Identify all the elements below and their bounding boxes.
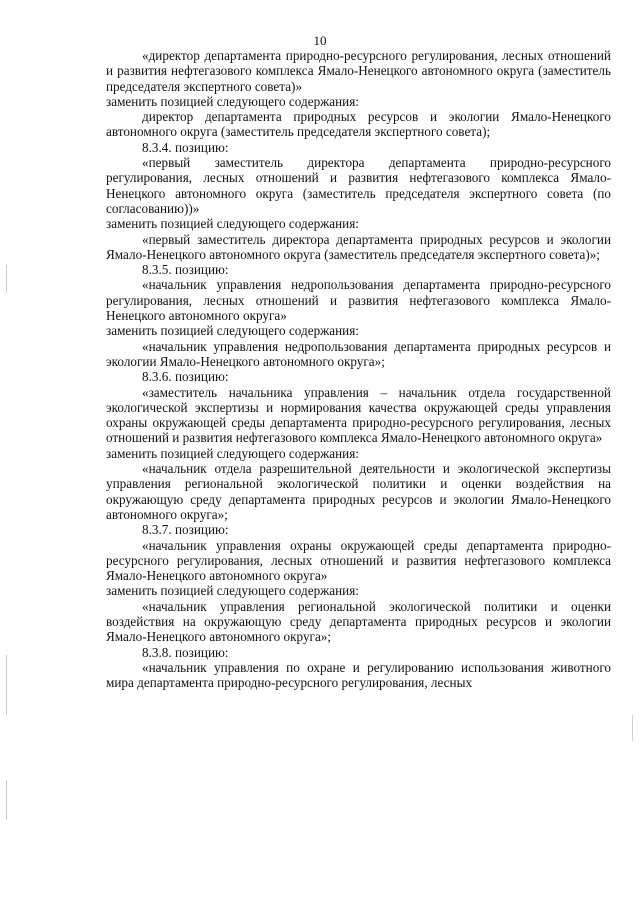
page-number: 10 — [313, 33, 327, 48]
paragraph: «директор департамента природно-ресурсного регулирования, лесных отношений и развития нефтегазового комплекса Ямало-Ненецкого автономного округа (заместитель председателя экспертного совета)» — [106, 48, 611, 94]
clause-heading: 8.3.4. позицию: — [142, 139, 229, 155]
paragraph: «первый заместитель директора департамента природных ресурсов и экологии Ямало-Ненецкого автономного округа (заместитель председателя экспертного совета)»; — [106, 231, 611, 262]
paragraph: заменить позицией следующего содержания: — [106, 93, 359, 109]
clause-heading: 8.3.5. позицию: — [142, 262, 229, 278]
paragraph: «заместитель начальника управления – начальник отдела государственной экологической экспертизы и нормирования качества окружающей среды управления охраны окружающей среды департамента природно-ресурсного регулирования, лесных отношений и развития нефтегазового комплекса Ямало-Ненецкого автономного округа» — [106, 384, 611, 446]
paragraph: «начальник отдела разрешительной деятельности и экологической экспертизы управления региональной экологической политики и оценки воздействия на окружающую среду департамента природных ресурсов и экологии Ямало-Ненецкого автономного округа»; — [106, 461, 611, 522]
paragraph: «начальник управления недропользования департамента природно-ресурсного регулирования, лесных отношений и развития нефтегазового комплекса Ямало-Ненецкого автономного округа» — [106, 277, 611, 324]
paragraph: директор департамента природных ресурсов и экологии Ямало-Ненецкого автономного округа (заместитель председателя экспертного совета); — [106, 109, 611, 140]
paragraph: заменить позицией следующего содержания: — [106, 323, 359, 339]
paragraph: «начальник управления региональной экологической политики и оценки воздействия на окружающую среду департамента природных ресурсов и экологии Ямало-Ненецкого автономного округа»; — [106, 598, 611, 645]
paragraph: заменить позицией следующего содержания: — [106, 216, 359, 232]
paragraph: заменить позицией следующего содержания: — [106, 445, 359, 461]
clause-heading: 8.3.6. позицию: — [142, 369, 229, 385]
paragraph: «первый заместитель директора департамента природно-ресурсного регулирования, лесных отношений и развития нефтегазового комплекса Ямало-Ненецкого автономного округа (заместитель председателя экспертного совета (по согласованию))» — [106, 155, 611, 216]
scan-edge-mark — [6, 780, 7, 820]
document-body — [106, 48, 611, 690]
scan-edge-mark — [6, 655, 7, 715]
paragraph: «начальник управления недропользования департамента природных ресурсов и экологии Ямало-Ненецкого автономного округа»; — [106, 338, 611, 369]
paragraph: «начальник управления охраны окружающей среды департамента природно-ресурсного регулирования, лесных отношений и развития нефтегазового комплекса Ямало-Ненецкого автономного округа» — [106, 537, 611, 584]
paragraph: «начальник управления по охране и регулированию использования животного мира департамента природно-ресурсного регулирования, лесных — [106, 659, 611, 691]
clause-heading: 8.3.8. позицию: — [142, 644, 229, 660]
scan-edge-mark — [632, 715, 633, 741]
scan-edge-mark — [6, 265, 7, 293]
paragraph: заменить позицией следующего содержания: — [106, 583, 359, 599]
clause-heading: 8.3.7. позицию: — [142, 522, 229, 538]
